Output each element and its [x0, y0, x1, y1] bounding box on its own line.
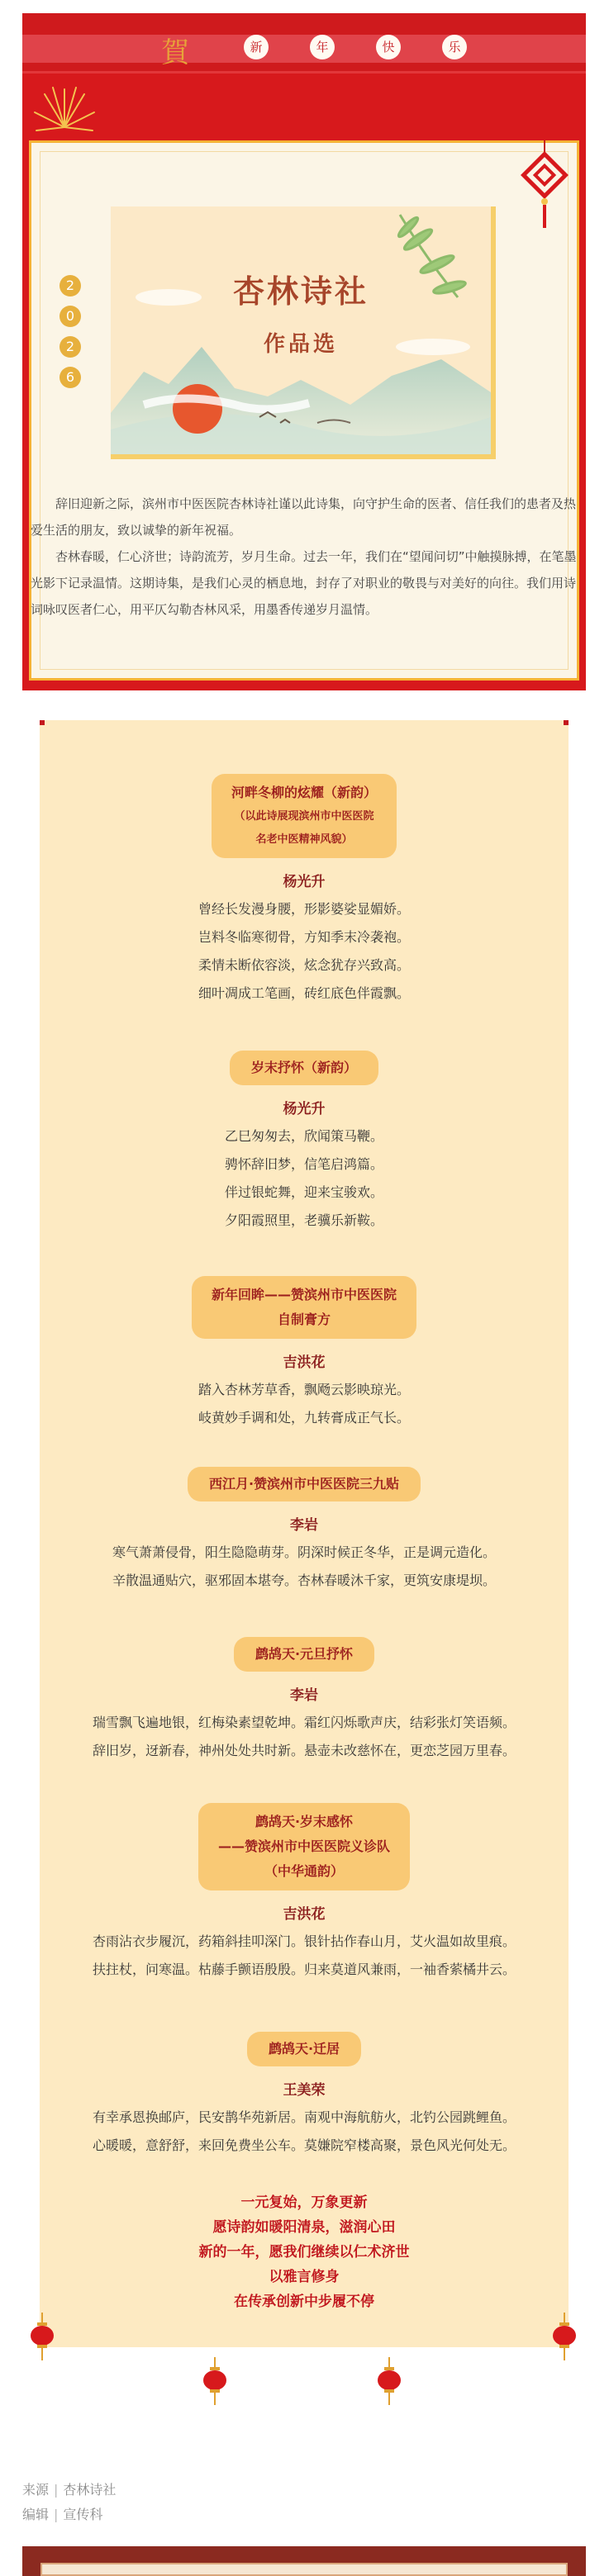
poem-7 [40, 2032, 569, 2160]
intro-paragraph: 杏林春暖，仁心济世；诗韵流芳，岁月生命。过去一年，我们在“望闻问切”中触摸脉搏，在笔墨光影下记录温情。这期诗集，是我们心灵的栖息地，封存了对职业的敬畏与对美好的向往。我们用诗词咏叹医者仁心，用平仄勾勒杏林风采，用墨香传递岁月温情。 [31, 549, 577, 617]
editor-line: 编辑 | 宣传科 [22, 2507, 103, 2522]
bless-char-2: 年 [310, 35, 335, 59]
article-footer [22, 2478, 116, 2527]
poem-author: 吉洪花 [283, 1906, 326, 1923]
poem-author: 李岩 [290, 1687, 318, 1704]
poem-4 [40, 1467, 569, 1595]
editor-value: 宣传科 [63, 2507, 103, 2522]
source-value: 杏林诗社 [63, 2482, 117, 2498]
poem-2 [40, 1051, 569, 1235]
poem-title: 鹧鸪天·元旦抒怀 [234, 1637, 374, 1672]
bless-char-4: 乐 [442, 35, 467, 59]
intro-paragraph: 辞旧迎新之际，滨州市中医医院杏林诗社谨以此诗集，向守护生命的医者、信任我们的患者及热爱生活的朋友，致以诚挚的新年祝福。 [31, 496, 577, 538]
poem-lines: 寒气萧萧侵骨，阳生隐隐萌芽。阴深时候正冬华，正是调元造化。 辛散温通贴穴，驱邪固本堪夸。杏林春暖沐千家，更筑安康堤坝。 [112, 1544, 496, 1588]
poem-lines: 乙巳匆匆去，欣闻策马鞭。 骋怀辞旧梦，信笔启鸿篇。 伴过银蛇舞，迎来宝骏欢。 夕阳霞照里，老骥乐新鞍。 [224, 1128, 383, 1228]
corner-decoration [40, 720, 45, 725]
poem-author: 杨光升 [283, 1101, 326, 1117]
blessing-mark: 賀 [161, 36, 189, 69]
poem-lines: 有幸承恩换邮庐，民安鹊华苑新居。南观中海航舫火，北钓公园跳鲤鱼。 心暖暖，意舒舒，来回免费坐公车。莫嫌院窄楼高聚，景色风光何处无。 [92, 2109, 516, 2153]
poem-title: 岁末抒怀（新韵） [230, 1051, 378, 1085]
poem-3 [40, 1276, 569, 1432]
chinese-knot-icon [521, 140, 569, 231]
poem-author: 吉洪花 [283, 1354, 326, 1371]
poem-lines: 瑞雪飘飞遍地银，红梅染素望乾坤。霜红闪烁歌声庆，结彩张灯笑语频。 辞旧岁，迓新春，神州处处共时新。悬壶未改慈怀在，更恋芝园万里春。 [92, 1715, 516, 1758]
poem-lines: 踏入杏林芳草香，飘飏云影映琼光。 岐黄妙手调和处，九转膏成正气长。 [197, 1382, 410, 1426]
cover-title: 杏林诗社 [232, 273, 369, 310]
poem-5 [40, 1637, 569, 1765]
poem-title: 新年回眸——赞滨州市中医医院 自制膏方 [192, 1276, 416, 1339]
corner-decoration [564, 720, 569, 725]
year-digit: 0 [59, 306, 81, 327]
closing-blessing: 一元复始，万象更新 愿诗韵如暖阳清泉，滋润心田 新的一年，愿我们继续以仁术济世 以雅言修身 在传承创新中步履不停 [198, 2194, 410, 2310]
poem-title: 西江月·赞滨州市中医医院三九贴 [188, 1467, 421, 1501]
firework-icon [28, 81, 101, 147]
poem-lines: 杏雨沾衣步履沉，药箱斜挂叩深门。银针拈作春山月，艾火温如故里痕。 扶拄杖，问寒温。枯藤手颤语殷殷。归来莫道风兼雨，一袖香萦橘井云。 [92, 1933, 516, 1977]
lantern-icon [202, 2357, 227, 2407]
lantern-icon [552, 2313, 577, 2362]
poem-6 [40, 1803, 569, 1984]
lantern-icon [30, 2313, 55, 2362]
poem-1 [40, 774, 569, 1008]
bless-char-1: 新 [244, 35, 269, 59]
year-badge [59, 275, 81, 397]
poem-title: 鹧鸪天·岁末感怀 ——赞滨州市中医医院义诊队 （中华通韵） [198, 1803, 410, 1890]
poem-author: 王美荣 [283, 2082, 326, 2099]
poem-author: 杨光升 [283, 874, 326, 890]
year-digit: 2 [59, 275, 81, 297]
poem-title: 鹧鸪天·迁居 [247, 2032, 361, 2066]
new-year-greeting [161, 25, 483, 71]
poem-lines: 曾经长发漫身腰，形影婆娑显媚娇。 岂料冬临寒彻骨，方知季末冷袭袍。 柔情未断依容淡，炫念犹存兴致高。 细叶凋成工笔画，砖红底色伴霞飘。 [197, 901, 410, 1001]
intro-text [31, 491, 578, 623]
poem-title: 河畔冬柳的炫耀（新韵） （以此诗展现滨州市中医医院 名老中医精神风貌） [212, 774, 397, 858]
source-line: 来源 | 杏林诗社 [22, 2482, 117, 2498]
bottom-decorative-frame [22, 2546, 586, 2576]
cover-subtitle: 作品选 [263, 332, 338, 357]
poem-author: 李岩 [290, 1517, 318, 1534]
bless-char-3: 快 [376, 35, 401, 59]
lantern-icon [377, 2357, 402, 2407]
year-digit: 2 [59, 336, 81, 358]
collection-cover [111, 206, 496, 459]
year-digit: 6 [59, 367, 81, 388]
